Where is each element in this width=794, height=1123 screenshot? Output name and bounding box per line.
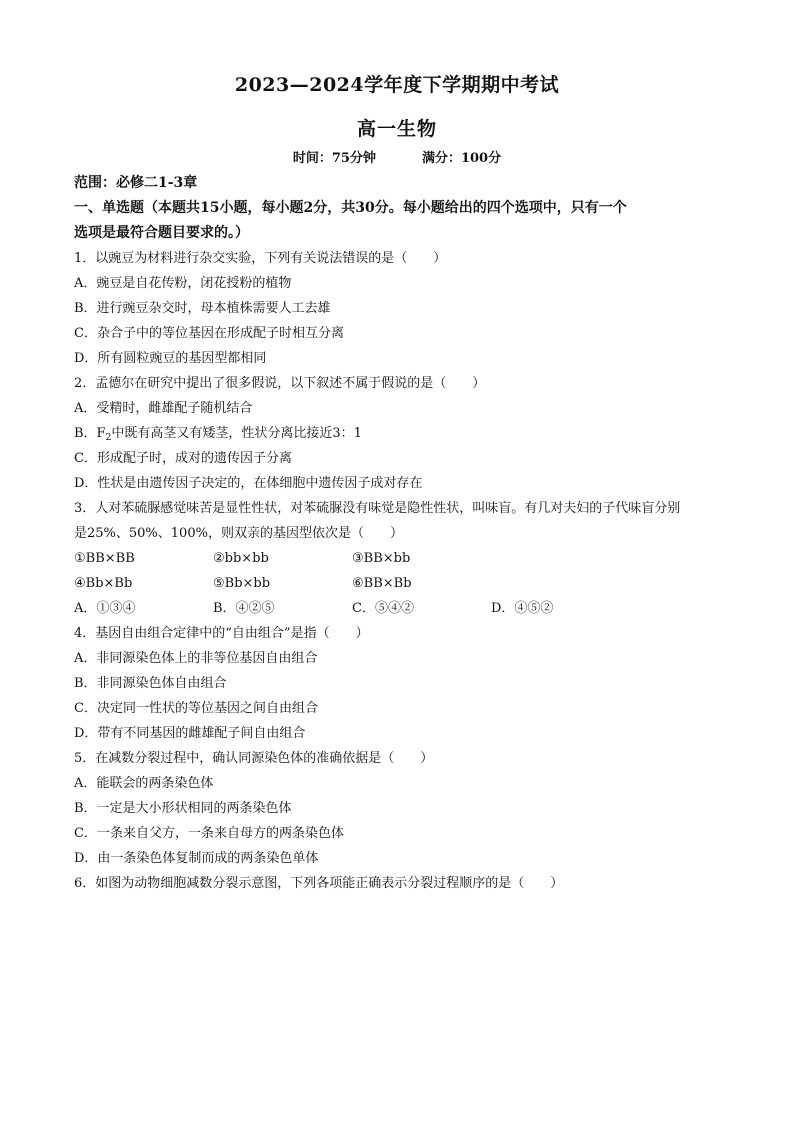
question-4-option-b: B．非同源染色体自由组合 <box>74 676 227 691</box>
question-5-option-b: B．一定是大小形状相同的两条染色体 <box>74 801 292 816</box>
exam-score: 满分：100分 <box>421 151 502 166</box>
question-5-stem: 5．在减数分裂过程中，确认同源染色体的准确依据是（ ） <box>74 751 434 766</box>
section-heading-line1: 一、单选题（本题共15小题，每小题2分，共30分。每小题给出的四个选项中，只有一个 <box>74 200 627 216</box>
question-3-stem-line2: 是25%、50%、100%，则双亲的基因型依次是（ ） <box>74 526 403 541</box>
exam-time: 时间：75分钟 <box>292 151 376 166</box>
question-5-option-a: A．能联会的两条染色体 <box>74 776 214 791</box>
exam-subject: 高一生物 <box>356 118 437 140</box>
question-3-option-b: B．④②⑤ <box>213 601 275 616</box>
question-3-option-c: C．⑤④② <box>352 601 414 616</box>
question-1-option-a: A．豌豆是自花传粉，闭花授粉的植物 <box>74 276 292 291</box>
question-3-option-a: A．①③④ <box>74 601 136 616</box>
question-3-combos-row2 <box>74 571 724 596</box>
question-4-option-c: C．决定同一性状的等位基因之间自由组合 <box>74 701 318 716</box>
question-2-stem: 2．孟德尔在研究中提出了很多假说，以下叙述不属于假说的是（ ） <box>74 376 486 391</box>
question-2-option-d: D．性状是由遗传因子决定的，在体细胞中遗传因子成对存在 <box>74 476 423 491</box>
question-3-combo: ①BB×BB <box>74 551 135 566</box>
section-heading-line2: 选项是最符合题目要求的。） <box>74 225 249 241</box>
question-3-option-d: D．④⑤② <box>491 601 554 616</box>
question-5-option-d: D．由一条染色体复制而成的两条染色单体 <box>74 851 319 866</box>
question-2-option-b-prefix: B．F <box>74 426 106 441</box>
question-2-option-b <box>74 421 724 446</box>
question-3-options <box>74 596 724 621</box>
question-2-option-b-subscript: 2 <box>105 433 112 443</box>
exam-scope: 范围：必修二1-3章 <box>74 175 198 191</box>
question-3-stem-line1: 3．人对苯硫脲感觉味苦是显性性状，对苯硫脲没有味觉是隐性性状，叫味盲。有几对夫妇的子代味盲分别 <box>74 501 681 516</box>
question-1-option-b: B．进行豌豆杂交时，母本植株需要人工去雄 <box>74 301 331 316</box>
question-6-stem: 6．如图为动物细胞减数分裂示意图，下列各项能正确表示分裂过程顺序的是（ ） <box>74 876 564 891</box>
question-4-option-d: D．带有不同基因的雌雄配子间自由组合 <box>74 726 306 741</box>
question-4-option-a: A．非同源染色体上的非等位基因自由组合 <box>74 651 318 666</box>
question-2-option-b-rest: 中既有高茎又有矮茎，性状分离比接近3：1 <box>111 426 362 441</box>
exam-meta <box>0 147 794 166</box>
question-1-option-c: C．杂合子中的等位基因在形成配子时相互分离 <box>74 326 344 341</box>
question-4-stem: 4．基因自由组合定律中的“自由组合”是指（ ） <box>74 626 369 641</box>
question-2-option-c: C．形成配子时，成对的遗传因子分离 <box>74 451 292 466</box>
exam-title: 2023—2024学年度下学期期中考试 <box>234 74 560 96</box>
question-3-combo: ⑥BB×Bb <box>352 576 412 591</box>
question-5-option-c: C．一条来自父方，一条来自母方的两条染色体 <box>74 826 344 841</box>
question-3-combos-row1 <box>74 546 724 571</box>
question-3-combo: ②bb×bb <box>213 551 269 566</box>
question-2-option-a: A．受精时，雌雄配子随机结合 <box>74 401 253 416</box>
question-1-stem: 1．以豌豆为材料进行杂交实验，下列有关说法错误的是（ ） <box>74 251 447 266</box>
question-1-option-d: D．所有圆粒豌豆的基因型都相同 <box>74 351 267 366</box>
question-3-combo: ⑤Bb×bb <box>213 576 271 591</box>
exam-content <box>74 171 724 896</box>
question-3-combo: ④Bb×Bb <box>74 576 133 591</box>
question-3-combo: ③BB×bb <box>352 551 411 566</box>
